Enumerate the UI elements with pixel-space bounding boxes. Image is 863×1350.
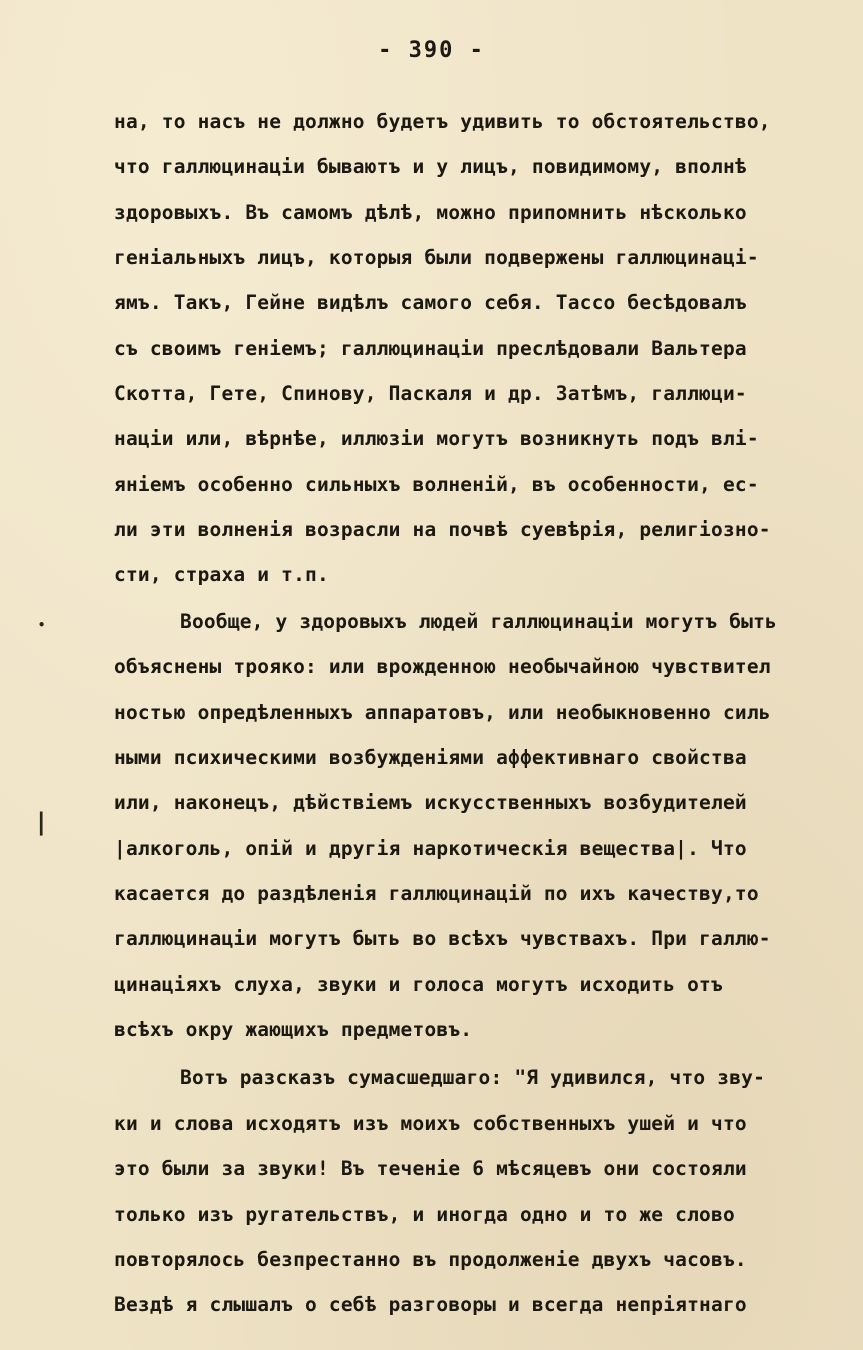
text-line: что галлюцинаціи бываютъ и у лицъ, повидимому, вполнѣ [114, 155, 747, 178]
text-line: сти, страха и т.п. [114, 563, 329, 586]
text-line: Вообще, у здоровыхъ людей галлюцинаціи могутъ быть [180, 610, 777, 633]
text-line: только изъ ругательствъ, и иногда одно и то же слово [114, 1203, 735, 1226]
text-line: яніемъ особенно сильныхъ волненій, въ особенности, ес- [114, 473, 759, 496]
text-line: націи или, вѣрнѣе, иллюзіи могутъ возникнуть подъ влі- [114, 427, 759, 450]
text-line: ными психическими возбужденіями аффективнаго свойства [114, 746, 747, 769]
text-line: ностью опредѣленныхъ аппаратовъ, или необыкновенно силь [114, 701, 771, 724]
text-line: геніальныхъ лицъ, которыя были подвержены галлюцинаці- [114, 246, 759, 269]
text-line: или, наконецъ, дѣйствіемъ искусственныхъ возбудителей [114, 791, 747, 814]
page-number: - 390 - [378, 38, 485, 63]
text-line: Вотъ разсказъ сумасшедшаго: "Я удивился, что зву- [180, 1066, 766, 1089]
text-line: объяснены трояко: или врожденною необычайною чувствител [114, 655, 771, 678]
text-line: ли эти волненія возрасли на почвѣ суевѣрія, религіозно- [114, 518, 771, 541]
text-line: повторялось безпрестанно въ продолженіе двухъ часовъ. [114, 1248, 747, 1271]
text-line: |алкоголь, опій и другія наркотическія вещества|. Что [114, 837, 747, 860]
text-line: цинаціяхъ слуха, звуки и голоса могутъ исходить отъ [114, 973, 723, 996]
text-line: касается до раздѣленія галлюцинацій по ихъ качеству,то [114, 882, 759, 905]
text-line: всѣхъ окру жающихъ предметовъ. [114, 1018, 473, 1041]
margin-dot: • [38, 618, 46, 632]
text-line: Вездѣ я слышалъ о себѣ разговоры и всегда непріятнаго [114, 1293, 747, 1316]
text-line: здоровыхъ. Въ самомъ дѣлѣ, можно припомнить нѣсколько [114, 201, 747, 224]
text-line: ки и слова исходятъ изъ моихъ собственныхъ ушей и что [114, 1112, 747, 1135]
text-line: на, то насъ не должно будетъ удивить то обстоятельство, [114, 110, 771, 133]
text-line: съ своимъ геніемъ; галлюцинаціи преслѣдовали Вальтера [114, 337, 747, 360]
text-line: Скотта, Гете, Спинову, Паскаля и др. Затѣмъ, галлюци- [114, 382, 747, 405]
text-line: ямъ. Такъ, Гейне видѣлъ самого себя. Тассо бесѣдовалъ [114, 291, 747, 314]
margin-mark: | [34, 808, 49, 836]
text-line: галлюцинаціи могутъ быть во всѣхъ чувствахъ. При галлю- [114, 927, 771, 950]
text-line: это были за звуки! Въ теченіе 6 мѣсяцевъ они состояли [114, 1157, 747, 1180]
